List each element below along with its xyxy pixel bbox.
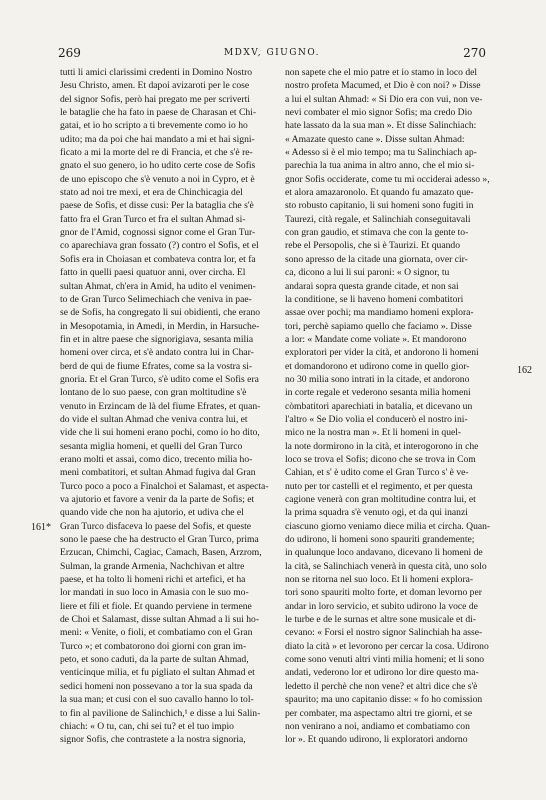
text-line: meni combatitori, et sultan Ahmad fugiva dal Gran bbox=[60, 467, 256, 479]
text-line: ca, dicono a lui li sui paroni: « O signor, tu bbox=[285, 267, 450, 279]
text-line: non se ritorna nel suo loco. Et li homeni explora- bbox=[285, 574, 474, 586]
page-number-right: 270 bbox=[463, 46, 486, 60]
text-line: non sapete che el mio patre et io stamo in loco del bbox=[285, 67, 478, 78]
text-line: nevi combater el mio signor Sofis; ma credo Dio bbox=[285, 107, 473, 119]
right-text-column bbox=[285, 66, 510, 747]
text-line: ficato a mi la morte del re di Francia, et che s'è re- bbox=[60, 147, 253, 159]
text-line: sedici homeni non possevano a tor la sua spada da bbox=[60, 680, 253, 692]
text-line: fatto in quelli paesi quatuor anni, over circha. El bbox=[60, 267, 246, 279]
text-line: lor ». Et quando udirono, li exploratori andorno bbox=[285, 734, 468, 746]
margin-note-right: 162 bbox=[517, 365, 532, 376]
text-line: do vide el sultan Ahmad che veniva contra lui, et bbox=[60, 413, 248, 425]
running-title: MDXV, GIUGNO. bbox=[223, 48, 321, 58]
text-line: udito; ma da poi che hai mandato a mi et hai signi- bbox=[60, 133, 255, 145]
text-line: homeni over circa, et s'è andato contra lui in Char- bbox=[60, 347, 254, 359]
text-line: la sua man; et cusi con el suo cavallo hanno lo tol- bbox=[60, 694, 254, 706]
page-number-left: 269 bbox=[58, 46, 81, 60]
text-line: andati, vederono lor et udirono lor dire questo ma- bbox=[285, 667, 479, 679]
text-line: le bataglie che ha fato in paese de Charasan et Chi- bbox=[60, 107, 257, 119]
text-line: in qualunque loco andavano, dicevano li homeni de bbox=[285, 547, 483, 559]
text-line: l'altro « Se Dio volia el conducerò el nostro ini- bbox=[285, 413, 468, 425]
text-line: rebe el Persopolis, che si è Taurizi. Et quando bbox=[285, 240, 460, 252]
text-line: co aparechiava gran fossato (?) contro el Sofis, et el bbox=[60, 240, 259, 252]
text-line: se de Sofis, ha congregato li sui obidienti, che erano bbox=[60, 307, 261, 319]
text-line: nuto per tor castelli et el regimento, et per questa bbox=[285, 480, 473, 492]
text-line: sono le paese che ha destructo el Gran Turco, prima bbox=[60, 534, 259, 546]
text-line: la conditione, se li haveno homeni combatitori bbox=[285, 293, 464, 305]
text-line: sesanta miglia homeni, et quelli del Gran Turco bbox=[60, 440, 243, 452]
text-line: sultan Ahmat, ch'era in Amid, ha udito el venimen- bbox=[60, 280, 256, 292]
text-line: va ajutorio et favore a venir da la parte de Sofis; et bbox=[60, 494, 255, 505]
text-line: liere et fili et fiole. Et quando perviene in termene bbox=[60, 600, 252, 612]
text-line: chiach: « O tu, can, chi sei tu? et el tuo impio bbox=[60, 720, 234, 732]
text-line: mico ne la nostra man ». Et li homeni in quel- bbox=[285, 427, 462, 439]
text-line: vide che li sui homeni erano pochi, como io ho dito, bbox=[60, 427, 260, 439]
text-line: Gran Turco disfaceva lo paese del Sofis, et queste bbox=[60, 520, 252, 532]
text-line: a lui el sultan Ahmad: « Si Dio era con vui, non ve- bbox=[285, 93, 483, 105]
text-line: loco se trova el Sofis; dicono che se trova in Com bbox=[285, 453, 476, 465]
text-line: Sofis era in Choiasan et combateva contra lor, et fa bbox=[60, 253, 256, 265]
text-line: paese, et ha tolto li homeni richi et artefici, et ha bbox=[60, 574, 246, 586]
text-line: le turbe e de le surnas et altre sone musicale et di- bbox=[285, 614, 476, 626]
text-line: « Adesso si è el mio tempo; ma tu Salinchiach ap- bbox=[285, 147, 477, 159]
text-line: gnor Sofis occiderate, come tu mi occiderai adesso », bbox=[285, 173, 490, 185]
left-text-column bbox=[60, 66, 285, 747]
text-line: la prima squadra s'è venuto ogi, et da qui inanzi bbox=[285, 507, 468, 519]
text-line: Turco poco a poco a Finalchoi et Salamast, et aspecta- bbox=[60, 480, 269, 492]
text-line: non venirano a noi, andiamo et combatiamo con bbox=[285, 720, 470, 732]
text-line: exploratori per vider la cità, et andorono li homeni bbox=[285, 347, 479, 359]
text-line: venticinque milia, et fu pigliato el sultan Ahmad et bbox=[60, 667, 255, 679]
text-line: tutti li amici clarissimi credenti in Domino Nostro bbox=[60, 67, 253, 78]
text-line: diato la cità » et levorono per cercar la cosa. Udirono bbox=[285, 640, 489, 652]
margin-note-left: 161* bbox=[31, 522, 51, 533]
text-line: la cità, se Salinchiach venerà in questa cità, uno solo bbox=[285, 560, 487, 572]
text-line: fin et in altre paese che signorigiava, sesanta milia bbox=[60, 333, 254, 345]
text-line: ledetto il perchè che non vene? et altri dice che s'è bbox=[285, 680, 478, 692]
text-line: la note dormirono in la cità, et interogorono in che bbox=[285, 440, 479, 452]
text-line: venuto in Erzincam de là del fiume Efrates, et quan- bbox=[60, 400, 261, 412]
text-line: no 30 milia sono intrati in la citade, et andorono bbox=[285, 373, 470, 385]
text-line: gatai, et io ho scripto a ti brevemente como io ho bbox=[60, 120, 248, 132]
text-line: cagione venerà con gran moltitudine contra lui, et bbox=[285, 494, 476, 505]
text-line: ciascuno giorno veniamo diece milia et circha. Quan- bbox=[285, 520, 491, 532]
text-line: a lor: « Mandate come voliate ». Et mandorono bbox=[285, 333, 467, 345]
text-line: « Amazate questo cane ». Disse sultan Ahmad: bbox=[285, 133, 465, 145]
text-line: Jesu Christo, amen. Et dapoi avizaroti per le cose bbox=[60, 80, 250, 92]
text-line: peto, et sono caduti, da la parte de sultan Ahmad, bbox=[60, 654, 249, 666]
text-line: lor mandati in suo loco in Amasia con le suo mo- bbox=[60, 587, 249, 599]
text-line: andarai sopra questa grande citade, et non sai bbox=[285, 280, 459, 292]
text-line: sto robusto capitanio, li sui homeni sono fugiti in bbox=[285, 200, 474, 212]
text-line: tori, perchè sapiamo quello che faciamo ». Disse bbox=[285, 320, 472, 332]
text-line: lontano de lo suo paese, con gran moltitudine s'è bbox=[60, 387, 247, 399]
text-line: come sono venuti altri vinti milia homeni; et li sono bbox=[285, 654, 485, 666]
text-line: berd de qui de fiume Efrates, come sa la vostra si- bbox=[60, 360, 253, 372]
text-line: assae over pochi; ma mandiamo homeni explora- bbox=[285, 307, 474, 319]
text-line: in Mesopotamia, in Amedi, in Merdin, in Harsuche- bbox=[60, 320, 260, 332]
text-line: Erzucan, Chimchi, Cagiac, Camach, Basen, Arzrom, bbox=[60, 547, 262, 559]
text-line: paese de Sofis, et disse cusi: Per la bataglia che s'è bbox=[60, 200, 254, 212]
text-line: et domandorono et udirono come in quello gior- bbox=[285, 360, 470, 372]
text-line: gnato el suo genero, io ho udito certe cose de Sofis bbox=[60, 160, 256, 172]
text-line: Sulman, la grande Armenia, Nachchivan et altre bbox=[60, 560, 245, 572]
text-line: erano molti et assai, como dico, trecento milia ho- bbox=[60, 453, 253, 465]
text-line: hate lassato da la sua man ». Et disse Salinchiach: bbox=[285, 120, 477, 132]
text-line: quando vide che non ha ajutorio, et udiva che el bbox=[60, 507, 244, 519]
text-line: parechia la tua anima in altro anno, che el mio si- bbox=[285, 160, 475, 172]
text-line: de uno episcopo che s'è venuto a noi in Cypro, et è bbox=[60, 173, 255, 185]
text-line: meni: « Venite, o fioli, et combatiamo con el Gran bbox=[60, 627, 253, 639]
text-line: stato ad noi tre mexi, et era de Chinchicagia del bbox=[60, 187, 243, 199]
text-line: signor Sofis, che contrastete a la nostra signoria, bbox=[60, 734, 246, 746]
text-line: nostro profeta Macumed, et Dio è con noi? » Disse bbox=[285, 80, 481, 92]
text-line: del signor Sofis, però hai pregato me per scriverti bbox=[60, 93, 250, 105]
text-line: et alora amazaronolo. Et quando fu amazato que- bbox=[285, 187, 474, 199]
text-line: cevano: « Forsi el nostro signor Salinchiah ha asse- bbox=[285, 627, 483, 639]
text-line: sono apresso de la citade una giornata, over cir- bbox=[285, 253, 468, 265]
text-line: in corte regale et vederono sesanta milia homeni bbox=[285, 387, 471, 399]
text-line: con gran gaudio, et stimava che con la gente to- bbox=[285, 227, 469, 239]
text-line: to de Gran Turco Selimechiach che veniva in pae- bbox=[60, 293, 252, 305]
text-line: còmbatitori aparechiati in batalia, et dicevano un bbox=[285, 400, 473, 412]
page-header bbox=[58, 46, 486, 62]
text-line: spaurito; ma uno capitanio disse: « fo ho comission bbox=[285, 694, 483, 706]
text-line: Cahian, et s' è udito come el Gran Turco s' è ve- bbox=[285, 467, 469, 479]
text-line: Turco »; et combatorono doi giorni con gran im- bbox=[60, 640, 247, 652]
text-line: de Choi et Salamast, disse sultan Ahmad a li sui ho- bbox=[60, 614, 260, 626]
text-line: to fin al pavilione de Salinchich,¹ e disse a lui Salin- bbox=[60, 707, 261, 719]
text-line: Taurezi, cità regale, et Salinchiah conseguitavali bbox=[285, 213, 471, 225]
text-line: do udirono, li homeni sono spauriti grandemente; bbox=[285, 534, 475, 546]
text-line: per combater, ma aspectamo altri tre giorni, et se bbox=[285, 707, 473, 719]
text-line: tori sono spauriti molto forte, et doman levorno per bbox=[285, 587, 482, 599]
text-line: gnor de l'Amid, cognossi signor come el Gran Tur- bbox=[60, 227, 256, 239]
text-line: fatto fra el Gran Turco et fra el sultan Ahmad si- bbox=[60, 213, 246, 225]
text-line: andar in loro servicio, et subito udirono la voce de bbox=[285, 600, 478, 612]
text-line: gnoria. Et el Gran Turco, s'è udito come el Sofis era bbox=[60, 373, 259, 385]
